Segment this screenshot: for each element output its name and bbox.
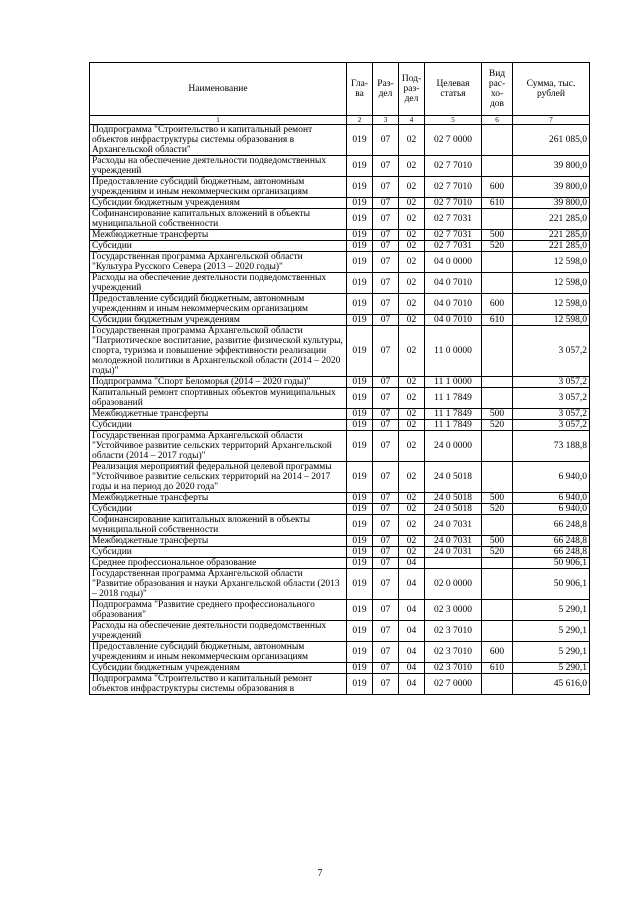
table-row bbox=[90, 294, 590, 315]
chapter-code: 019 bbox=[347, 431, 373, 462]
subsection-code: 02 bbox=[399, 156, 425, 177]
table-row bbox=[90, 674, 590, 695]
subsection-code: 02 bbox=[399, 515, 425, 536]
subsection-code: 02 bbox=[399, 252, 425, 273]
chapter-code: 019 bbox=[347, 273, 373, 294]
section-code: 07 bbox=[373, 569, 399, 600]
chapter-code: 019 bbox=[347, 294, 373, 315]
amount: 3 057,2 bbox=[513, 326, 590, 377]
target-article bbox=[425, 558, 482, 569]
amount: 39 800,0 bbox=[513, 156, 590, 177]
chapter-code: 019 bbox=[347, 198, 373, 209]
target-article: 11 0 0000 bbox=[425, 326, 482, 377]
column-number: 3 bbox=[373, 116, 399, 125]
table-row bbox=[90, 252, 590, 273]
column-header: Целевая статья bbox=[425, 63, 482, 116]
subsection-code: 04 bbox=[399, 674, 425, 695]
header-row bbox=[90, 63, 590, 116]
amount: 221 285,0 bbox=[513, 209, 590, 230]
target-article: 24 0 5018 bbox=[425, 504, 482, 515]
section-code: 07 bbox=[373, 558, 399, 569]
table-row bbox=[90, 493, 590, 504]
amount: 66 248,8 bbox=[513, 536, 590, 547]
expense-type: 500 bbox=[482, 230, 513, 241]
row-name: Субсидии bbox=[90, 241, 347, 252]
section-code: 07 bbox=[373, 198, 399, 209]
expense-type: 520 bbox=[482, 420, 513, 431]
section-code: 07 bbox=[373, 420, 399, 431]
row-name: Межбюджетные трансферты bbox=[90, 230, 347, 241]
subsection-code: 02 bbox=[399, 241, 425, 252]
row-name: Государственная программа Архангельской области "Патриотическое воспитание, развитие физической культуры, спорта, туризма и повышение эффективности реализации молодежной политики в Архангельской области (2014 – 2020 годы)" bbox=[90, 326, 347, 377]
target-article: 11 1 7849 bbox=[425, 388, 482, 409]
row-name: Субсидии bbox=[90, 547, 347, 558]
target-article: 02 7 0000 bbox=[425, 674, 482, 695]
column-number-row bbox=[90, 116, 590, 125]
row-name: Государственная программа Архангельской области "Развитие образования и науки Архангельской области (2013 – 2018 годы)" bbox=[90, 569, 347, 600]
expense-type: 610 bbox=[482, 198, 513, 209]
section-code: 07 bbox=[373, 252, 399, 273]
amount: 66 248,8 bbox=[513, 547, 590, 558]
chapter-code: 019 bbox=[347, 674, 373, 695]
amount: 39 800,0 bbox=[513, 177, 590, 198]
amount: 50 906,1 bbox=[513, 558, 590, 569]
row-name: Капитальный ремонт спортивных объектов муниципальных образований bbox=[90, 388, 347, 409]
amount: 12 598,0 bbox=[513, 294, 590, 315]
subsection-code: 04 bbox=[399, 621, 425, 642]
chapter-code: 019 bbox=[347, 388, 373, 409]
section-code: 07 bbox=[373, 326, 399, 377]
chapter-code: 019 bbox=[347, 230, 373, 241]
subsection-code: 02 bbox=[399, 409, 425, 420]
expense-type bbox=[482, 600, 513, 621]
chapter-code: 019 bbox=[347, 177, 373, 198]
table-row bbox=[90, 462, 590, 493]
chapter-code: 019 bbox=[347, 252, 373, 273]
section-code: 07 bbox=[373, 674, 399, 695]
chapter-code: 019 bbox=[347, 642, 373, 663]
expense-type: 600 bbox=[482, 294, 513, 315]
row-name: Софинансирование капитальных вложений в объекты муниципальной собственности bbox=[90, 515, 347, 536]
row-name: Межбюджетные трансферты bbox=[90, 536, 347, 547]
table-row bbox=[90, 536, 590, 547]
table-row bbox=[90, 600, 590, 621]
column-header: Под-раз-дел bbox=[399, 63, 425, 116]
expense-type bbox=[482, 273, 513, 294]
chapter-code: 019 bbox=[347, 569, 373, 600]
section-code: 07 bbox=[373, 315, 399, 326]
subsection-code: 04 bbox=[399, 642, 425, 663]
subsection-code: 04 bbox=[399, 558, 425, 569]
table-row bbox=[90, 431, 590, 462]
expense-type: 520 bbox=[482, 547, 513, 558]
section-code: 07 bbox=[373, 125, 399, 156]
expense-type bbox=[482, 462, 513, 493]
table-header bbox=[90, 63, 590, 125]
section-code: 07 bbox=[373, 230, 399, 241]
row-name: Субсидии bbox=[90, 504, 347, 515]
section-code: 07 bbox=[373, 547, 399, 558]
column-header: Наименование bbox=[90, 63, 347, 116]
expense-type bbox=[482, 326, 513, 377]
expense-type bbox=[482, 621, 513, 642]
amount: 5 290,1 bbox=[513, 663, 590, 674]
amount: 221 285,0 bbox=[513, 230, 590, 241]
section-code: 07 bbox=[373, 536, 399, 547]
table-row bbox=[90, 504, 590, 515]
section-code: 07 bbox=[373, 294, 399, 315]
target-article: 24 0 5018 bbox=[425, 493, 482, 504]
expense-type: 600 bbox=[482, 642, 513, 663]
amount: 12 598,0 bbox=[513, 315, 590, 326]
amount: 66 248,8 bbox=[513, 515, 590, 536]
row-name: Среднее профессиональное образование bbox=[90, 558, 347, 569]
section-code: 07 bbox=[373, 642, 399, 663]
expense-type: 500 bbox=[482, 493, 513, 504]
target-article: 04 0 7010 bbox=[425, 315, 482, 326]
expense-type: 600 bbox=[482, 177, 513, 198]
chapter-code: 019 bbox=[347, 600, 373, 621]
expense-type bbox=[482, 558, 513, 569]
row-name: Субсидии bbox=[90, 420, 347, 431]
target-article: 24 0 7031 bbox=[425, 547, 482, 558]
expense-type: 520 bbox=[482, 241, 513, 252]
target-article: 02 3 0000 bbox=[425, 600, 482, 621]
table-row bbox=[90, 156, 590, 177]
amount: 3 057,2 bbox=[513, 388, 590, 409]
row-name: Предоставление субсидий бюджетным, автономным учреждениям и иным некоммерческим организациям bbox=[90, 642, 347, 663]
chapter-code: 019 bbox=[347, 409, 373, 420]
expense-type bbox=[482, 156, 513, 177]
chapter-code: 019 bbox=[347, 493, 373, 504]
amount: 6 940,0 bbox=[513, 493, 590, 504]
section-code: 07 bbox=[373, 600, 399, 621]
column-number: 7 bbox=[513, 116, 590, 125]
table-row bbox=[90, 377, 590, 388]
subsection-code: 04 bbox=[399, 600, 425, 621]
chapter-code: 019 bbox=[347, 156, 373, 177]
subsection-code: 02 bbox=[399, 125, 425, 156]
section-code: 07 bbox=[373, 462, 399, 493]
section-code: 07 bbox=[373, 273, 399, 294]
column-number: 2 bbox=[347, 116, 373, 125]
subsection-code: 02 bbox=[399, 504, 425, 515]
section-code: 07 bbox=[373, 209, 399, 230]
row-name: Межбюджетные трансферты bbox=[90, 493, 347, 504]
table-row bbox=[90, 388, 590, 409]
chapter-code: 019 bbox=[347, 315, 373, 326]
amount: 12 598,0 bbox=[513, 273, 590, 294]
table-body bbox=[90, 125, 590, 695]
chapter-code: 019 bbox=[347, 241, 373, 252]
row-name: Предоставление субсидий бюджетным, автономным учреждениям и иным некоммерческим организациям bbox=[90, 177, 347, 198]
column-header: Вид рас-хо-дов bbox=[482, 63, 513, 116]
row-name: Государственная программа Архангельской области "Устойчивое развитие сельских территорий Архангельской области (2014 – 2017 годы)" bbox=[90, 431, 347, 462]
target-article: 02 7 7031 bbox=[425, 209, 482, 230]
table-row bbox=[90, 273, 590, 294]
expense-type bbox=[482, 125, 513, 156]
amount: 261 085,0 bbox=[513, 125, 590, 156]
table-row bbox=[90, 663, 590, 674]
table-row bbox=[90, 177, 590, 198]
row-name: Расходы на обеспечение деятельности подведомственных учреждений bbox=[90, 273, 347, 294]
column-header: Гла-ва bbox=[347, 63, 373, 116]
subsection-code: 02 bbox=[399, 177, 425, 198]
amount: 73 188,8 bbox=[513, 431, 590, 462]
subsection-code: 02 bbox=[399, 536, 425, 547]
subsection-code: 02 bbox=[399, 377, 425, 388]
section-code: 07 bbox=[373, 431, 399, 462]
table-row bbox=[90, 547, 590, 558]
section-code: 07 bbox=[373, 388, 399, 409]
chapter-code: 019 bbox=[347, 420, 373, 431]
row-name: Межбюджетные трансферты bbox=[90, 409, 347, 420]
chapter-code: 019 bbox=[347, 558, 373, 569]
section-code: 07 bbox=[373, 377, 399, 388]
target-article: 02 0 0000 bbox=[425, 569, 482, 600]
column-number: 1 bbox=[90, 116, 347, 125]
row-name: Предоставление субсидий бюджетным, автономным учреждениям и иным некоммерческим организациям bbox=[90, 294, 347, 315]
expense-type bbox=[482, 252, 513, 273]
target-article: 02 7 7031 bbox=[425, 241, 482, 252]
expense-type bbox=[482, 209, 513, 230]
row-name: Государственная программа Архангельской области "Культура Русского Севера (2013 – 2020 годы)" bbox=[90, 252, 347, 273]
subsection-code: 02 bbox=[399, 493, 425, 504]
target-article: 11 1 7849 bbox=[425, 420, 482, 431]
target-article: 11 1 0000 bbox=[425, 377, 482, 388]
chapter-code: 019 bbox=[347, 663, 373, 674]
section-code: 07 bbox=[373, 156, 399, 177]
table-row bbox=[90, 642, 590, 663]
expense-type bbox=[482, 569, 513, 600]
table-row bbox=[90, 198, 590, 209]
chapter-code: 019 bbox=[347, 125, 373, 156]
target-article: 24 0 5018 bbox=[425, 462, 482, 493]
row-name: Субсидии бюджетным учреждениям bbox=[90, 663, 347, 674]
table-row bbox=[90, 621, 590, 642]
target-article: 04 0 7010 bbox=[425, 294, 482, 315]
amount: 3 057,2 bbox=[513, 409, 590, 420]
target-article: 04 0 0000 bbox=[425, 252, 482, 273]
chapter-code: 019 bbox=[347, 621, 373, 642]
amount: 5 290,1 bbox=[513, 621, 590, 642]
target-article: 02 3 7010 bbox=[425, 663, 482, 674]
chapter-code: 019 bbox=[347, 377, 373, 388]
amount: 6 940,0 bbox=[513, 462, 590, 493]
chapter-code: 019 bbox=[347, 462, 373, 493]
table-row bbox=[90, 326, 590, 377]
amount: 5 290,1 bbox=[513, 642, 590, 663]
chapter-code: 019 bbox=[347, 209, 373, 230]
target-article: 02 7 0000 bbox=[425, 125, 482, 156]
target-article: 04 0 7010 bbox=[425, 273, 482, 294]
expense-type: 610 bbox=[482, 315, 513, 326]
section-code: 07 bbox=[373, 515, 399, 536]
section-code: 07 bbox=[373, 241, 399, 252]
subsection-code: 02 bbox=[399, 294, 425, 315]
target-article: 02 3 7010 bbox=[425, 642, 482, 663]
table-row bbox=[90, 515, 590, 536]
expense-type: 610 bbox=[482, 663, 513, 674]
column-header: Раз-дел bbox=[373, 63, 399, 116]
subsection-code: 02 bbox=[399, 230, 425, 241]
target-article: 02 7 7010 bbox=[425, 198, 482, 209]
expense-type bbox=[482, 674, 513, 695]
chapter-code: 019 bbox=[347, 326, 373, 377]
subsection-code: 04 bbox=[399, 663, 425, 674]
table-row bbox=[90, 569, 590, 600]
section-code: 07 bbox=[373, 409, 399, 420]
target-article: 02 7 7010 bbox=[425, 156, 482, 177]
expense-type bbox=[482, 431, 513, 462]
row-name: Расходы на обеспечение деятельности подведомственных учреждений bbox=[90, 621, 347, 642]
subsection-code: 02 bbox=[399, 273, 425, 294]
amount: 3 057,2 bbox=[513, 420, 590, 431]
subsection-code: 02 bbox=[399, 209, 425, 230]
subsection-code: 02 bbox=[399, 547, 425, 558]
subsection-code: 02 bbox=[399, 198, 425, 209]
amount: 221 285,0 bbox=[513, 241, 590, 252]
subsection-code: 02 bbox=[399, 326, 425, 377]
amount: 5 290,1 bbox=[513, 600, 590, 621]
expense-type: 500 bbox=[482, 536, 513, 547]
amount: 3 057,2 bbox=[513, 377, 590, 388]
row-name: Субсидии бюджетным учреждениям bbox=[90, 315, 347, 326]
table-row bbox=[90, 315, 590, 326]
column-header: Сумма, тыс. рублей bbox=[513, 63, 590, 116]
table-row bbox=[90, 230, 590, 241]
target-article: 02 7 7010 bbox=[425, 177, 482, 198]
chapter-code: 019 bbox=[347, 504, 373, 515]
subsection-code: 02 bbox=[399, 420, 425, 431]
amount: 6 940,0 bbox=[513, 504, 590, 515]
table-row bbox=[90, 558, 590, 569]
amount: 12 598,0 bbox=[513, 252, 590, 273]
budget-table bbox=[89, 62, 590, 695]
target-article: 02 7 7031 bbox=[425, 230, 482, 241]
table-row bbox=[90, 209, 590, 230]
row-name: Субсидии бюджетным учреждениям bbox=[90, 198, 347, 209]
table-row bbox=[90, 125, 590, 156]
section-code: 07 bbox=[373, 177, 399, 198]
row-name: Расходы на обеспечение деятельности подведомственных учреждений bbox=[90, 156, 347, 177]
amount: 50 906,1 bbox=[513, 569, 590, 600]
row-name: Подпрограмма "Строительство и капитальный ремонт объектов инфраструктуры системы образования в Архангельской области" bbox=[90, 125, 347, 156]
expense-type bbox=[482, 388, 513, 409]
target-article: 02 3 7010 bbox=[425, 621, 482, 642]
column-number: 4 bbox=[399, 116, 425, 125]
target-article: 24 0 0000 bbox=[425, 431, 482, 462]
expense-type: 520 bbox=[482, 504, 513, 515]
chapter-code: 019 bbox=[347, 536, 373, 547]
amount: 39 800,0 bbox=[513, 198, 590, 209]
row-name: Подпрограмма "Спорт Беломорья (2014 – 2020 годы)" bbox=[90, 377, 347, 388]
expense-type bbox=[482, 515, 513, 536]
section-code: 07 bbox=[373, 504, 399, 515]
column-number: 6 bbox=[482, 116, 513, 125]
row-name: Подпрограмма "Строительство и капитальный ремонт объектов инфраструктуры системы образования в bbox=[90, 674, 347, 695]
row-name: Софинансирование капитальных вложений в объекты муниципальной собственности bbox=[90, 209, 347, 230]
subsection-code: 02 bbox=[399, 431, 425, 462]
row-name: Подпрограмма "Развитие среднего профессионального образования" bbox=[90, 600, 347, 621]
column-number: 5 bbox=[425, 116, 482, 125]
section-code: 07 bbox=[373, 621, 399, 642]
target-article: 11 1 7849 bbox=[425, 409, 482, 420]
chapter-code: 019 bbox=[347, 547, 373, 558]
subsection-code: 02 bbox=[399, 315, 425, 326]
expense-type bbox=[482, 377, 513, 388]
table-row bbox=[90, 420, 590, 431]
table-row bbox=[90, 241, 590, 252]
target-article: 24 0 7031 bbox=[425, 536, 482, 547]
subsection-code: 02 bbox=[399, 462, 425, 493]
row-name: Реализация мероприятий федеральной целевой программы "Устойчивое развитие сельских территорий на 2014 – 2017 годы и на период до 2020 года" bbox=[90, 462, 347, 493]
section-code: 07 bbox=[373, 663, 399, 674]
amount: 45 616,0 bbox=[513, 674, 590, 695]
page-number: 7 bbox=[317, 868, 323, 879]
table-row bbox=[90, 409, 590, 420]
chapter-code: 019 bbox=[347, 515, 373, 536]
target-article: 24 0 7031 bbox=[425, 515, 482, 536]
section-code: 07 bbox=[373, 493, 399, 504]
subsection-code: 02 bbox=[399, 388, 425, 409]
expense-type: 500 bbox=[482, 409, 513, 420]
subsection-code: 04 bbox=[399, 569, 425, 600]
